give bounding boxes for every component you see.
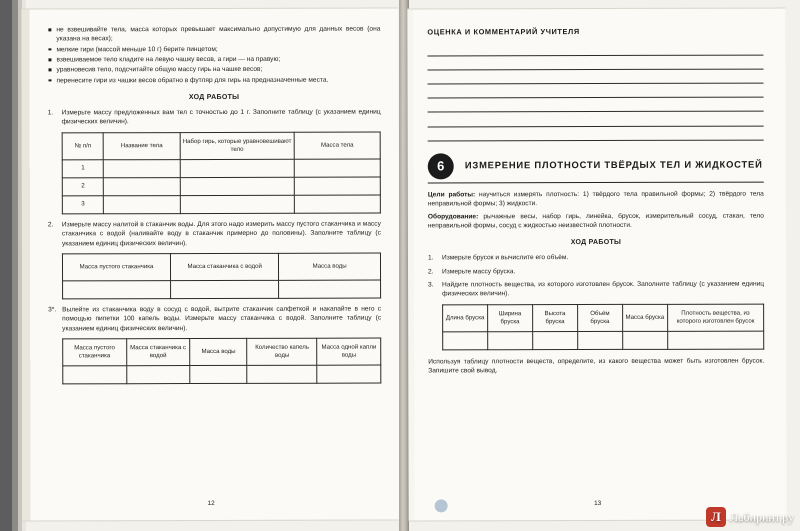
cell-row-index: 3	[62, 196, 103, 214]
goals-label: Цели работы:	[427, 191, 476, 199]
list-item: не взвешивайте тела, масса которых превышает максимально допустимую для данных весов (она указана на весах);	[47, 25, 380, 45]
table-row	[63, 280, 381, 299]
task-text: Вылейте из стаканчика воду в сосуд с водой, вытрите стаканчик салфеткой и накапайте в него с помощью пипетки 100 капель воды. Измерьте массу стаканчика с водой. Заполните таблицу (с указанием единиц физических величин).	[62, 305, 382, 332]
column-header: Длина бруска	[443, 304, 488, 331]
column-header: Плотность вещества, из которого изготовлен брусок	[667, 304, 763, 331]
write-line[interactable]	[427, 41, 763, 56]
task-text: Измерьте брусок и вычислите его объём.	[441, 254, 569, 262]
task-item-3	[48, 304, 381, 384]
write-line[interactable]	[427, 55, 763, 70]
write-line[interactable]	[428, 98, 764, 113]
cell-empty[interactable]	[247, 365, 317, 383]
teacher-comment-heading: ОЦЕНКА И КОММЕНТАРИЙ УЧИТЕЛЯ	[427, 27, 580, 37]
task-text: Измерьте массу предложенных вам тел с точностью до 1 г. Заполните таблицу (с указанием единиц физических величин).	[61, 108, 381, 126]
table-header-row	[443, 304, 764, 332]
task-text: Найдите плотность вещества, из которого изготовлен брусок. Заполните таблицу (с указанием единиц физических величин).	[442, 280, 765, 298]
column-header: Масса тела	[294, 132, 380, 159]
column-header: Масса стаканчика с водой	[171, 253, 279, 280]
watermark-logo-icon: Л	[706, 507, 726, 527]
column-header: Количество капель воды	[247, 338, 317, 365]
cell-empty[interactable]	[63, 280, 171, 298]
write-line[interactable]	[428, 84, 764, 99]
safety-bullet-list	[47, 25, 380, 86]
task-list	[428, 253, 764, 350]
task-item-1	[428, 253, 764, 263]
chapter-header	[428, 152, 764, 179]
density-table	[442, 303, 764, 350]
column-header: Объём бруска	[577, 304, 622, 331]
cell-empty[interactable]	[104, 177, 180, 195]
column-header: Масса стаканчика с водой	[126, 339, 190, 366]
divider	[428, 181, 764, 183]
task-number: 2.	[428, 267, 434, 276]
table-row	[443, 331, 764, 350]
section-heading-procedure: ХОД РАБОТЫ	[188, 94, 240, 102]
task-number: 2.	[47, 221, 54, 229]
table-header-row	[62, 132, 380, 160]
task-text: Измерьте массу бруска.	[442, 267, 516, 275]
column-header: Масса пустого стаканчика	[62, 253, 170, 280]
cell-empty[interactable]	[294, 195, 380, 213]
column-header: Набор гирь, которые уравновешивают тело	[180, 132, 295, 159]
column-header: Высота бруска	[532, 304, 577, 331]
task-number: 3*.	[48, 306, 57, 314]
equipment-label: Оборудование:	[427, 212, 479, 220]
cell-empty[interactable]	[577, 331, 622, 349]
column-header: Масса бруска	[622, 304, 667, 331]
task-number: 1.	[47, 109, 54, 117]
teacher-comment-lines	[427, 41, 763, 141]
cell-empty[interactable]	[180, 159, 295, 177]
equipment-text: рычажные весы, набор гирь, линейка, брусок, измерительный сосуд, стакан, тело неправильной формы, сосуд с жидкостью неизвестной плотности.	[427, 212, 764, 230]
column-header: Масса воды	[279, 253, 381, 280]
task-item-1	[48, 108, 381, 215]
task-number: 1.	[427, 254, 434, 262]
cell-empty[interactable]	[622, 331, 667, 349]
column-header: Масса пустого стаканчика	[63, 339, 127, 366]
table-header-row	[63, 338, 381, 366]
watermark	[706, 507, 794, 527]
cell-empty[interactable]	[317, 365, 381, 383]
table-row	[63, 365, 381, 384]
column-header: Ширина бруска	[488, 304, 533, 331]
cell-empty[interactable]	[180, 177, 295, 195]
cell-empty[interactable]	[279, 280, 381, 298]
cell-empty[interactable]	[63, 366, 127, 384]
list-item: перенесите гири из чашки весов обратно в футляр для гирь на предназначенные места.	[48, 75, 381, 85]
cell-empty[interactable]	[294, 159, 380, 177]
write-line[interactable]	[427, 69, 763, 84]
equipment-paragraph	[428, 211, 764, 231]
task-item-2	[428, 266, 764, 276]
task-text: Измерьте массу налитой в стаканчик воды. Для этого надо измерить массу пустого стаканчика и массу стаканчика с водой (наливайте воду в стаканчик примерно до половины). Заполните таблицу (с указанием единиц физических величин).	[61, 220, 381, 247]
page-number-right: 13	[594, 499, 602, 507]
goals-paragraph	[428, 189, 764, 209]
table-header-row	[62, 253, 380, 281]
task-list	[48, 108, 382, 385]
list-item: уравновесив тело, подсчитайте общую массу гирь на чашке весов;	[47, 65, 380, 75]
left-page	[21, 8, 399, 522]
table-row	[62, 195, 380, 214]
list-item: взвешиваемое тело кладите на левую чашку весов, а гири — на правую;	[47, 55, 380, 65]
page-number-left: 12	[207, 499, 215, 507]
section-heading-procedure: ХОД РАБОТЫ	[570, 239, 622, 247]
cell-row-index: 1	[62, 160, 103, 178]
measurement-table-3	[62, 338, 381, 385]
closing-instruction: Используя таблицу плотности веществ, определите, из какого вещества может быть изготовлен брусок. Запишите свой вывод.	[428, 357, 765, 375]
table-row	[62, 159, 380, 178]
list-item: мелкие гири (массой меньше 10 г) берите пинцетом;	[47, 44, 380, 54]
cell-empty[interactable]	[104, 195, 180, 213]
cell-empty[interactable]	[180, 195, 295, 213]
column-header: Название тела	[104, 132, 180, 159]
watermark-text: Лабиринт.ру	[729, 509, 794, 524]
task-item-2	[48, 219, 381, 299]
cell-empty[interactable]	[443, 331, 488, 349]
task-item-3	[428, 279, 764, 350]
cell-empty[interactable]	[104, 159, 180, 177]
chapter-number-badge: 6	[428, 153, 454, 179]
write-line[interactable]	[428, 112, 764, 127]
chapter-title: ИЗМЕРЕНИЕ ПЛОТНОСТИ ТВЁРДЫХ ТЕЛ И ЖИДКОСТЕЙ	[464, 159, 763, 171]
cell-empty[interactable]	[488, 331, 533, 349]
task-number: 3.	[428, 281, 434, 289]
column-header: Масса одной капли воды	[317, 338, 381, 365]
write-line[interactable]	[428, 126, 764, 141]
measurement-table-2	[62, 252, 381, 299]
cell-empty[interactable]	[533, 331, 578, 349]
library-stamp	[435, 499, 448, 512]
cell-empty[interactable]	[171, 280, 279, 298]
cell-empty[interactable]	[190, 365, 247, 383]
cell-row-index: 2	[62, 178, 103, 196]
column-header: Масса воды	[190, 338, 247, 365]
column-header: № п/п	[62, 133, 103, 160]
cell-empty[interactable]	[294, 177, 380, 195]
table-row	[62, 177, 380, 196]
right-page	[407, 8, 786, 522]
measurement-table-1	[62, 131, 381, 214]
cell-empty[interactable]	[126, 366, 190, 384]
goals-text: научиться измерять плотность: 1) твёрдого тела правильной формы; 2) твёрдого тела неправильной формы; 3) жидкости.	[427, 190, 764, 208]
cell-empty[interactable]	[667, 331, 763, 349]
